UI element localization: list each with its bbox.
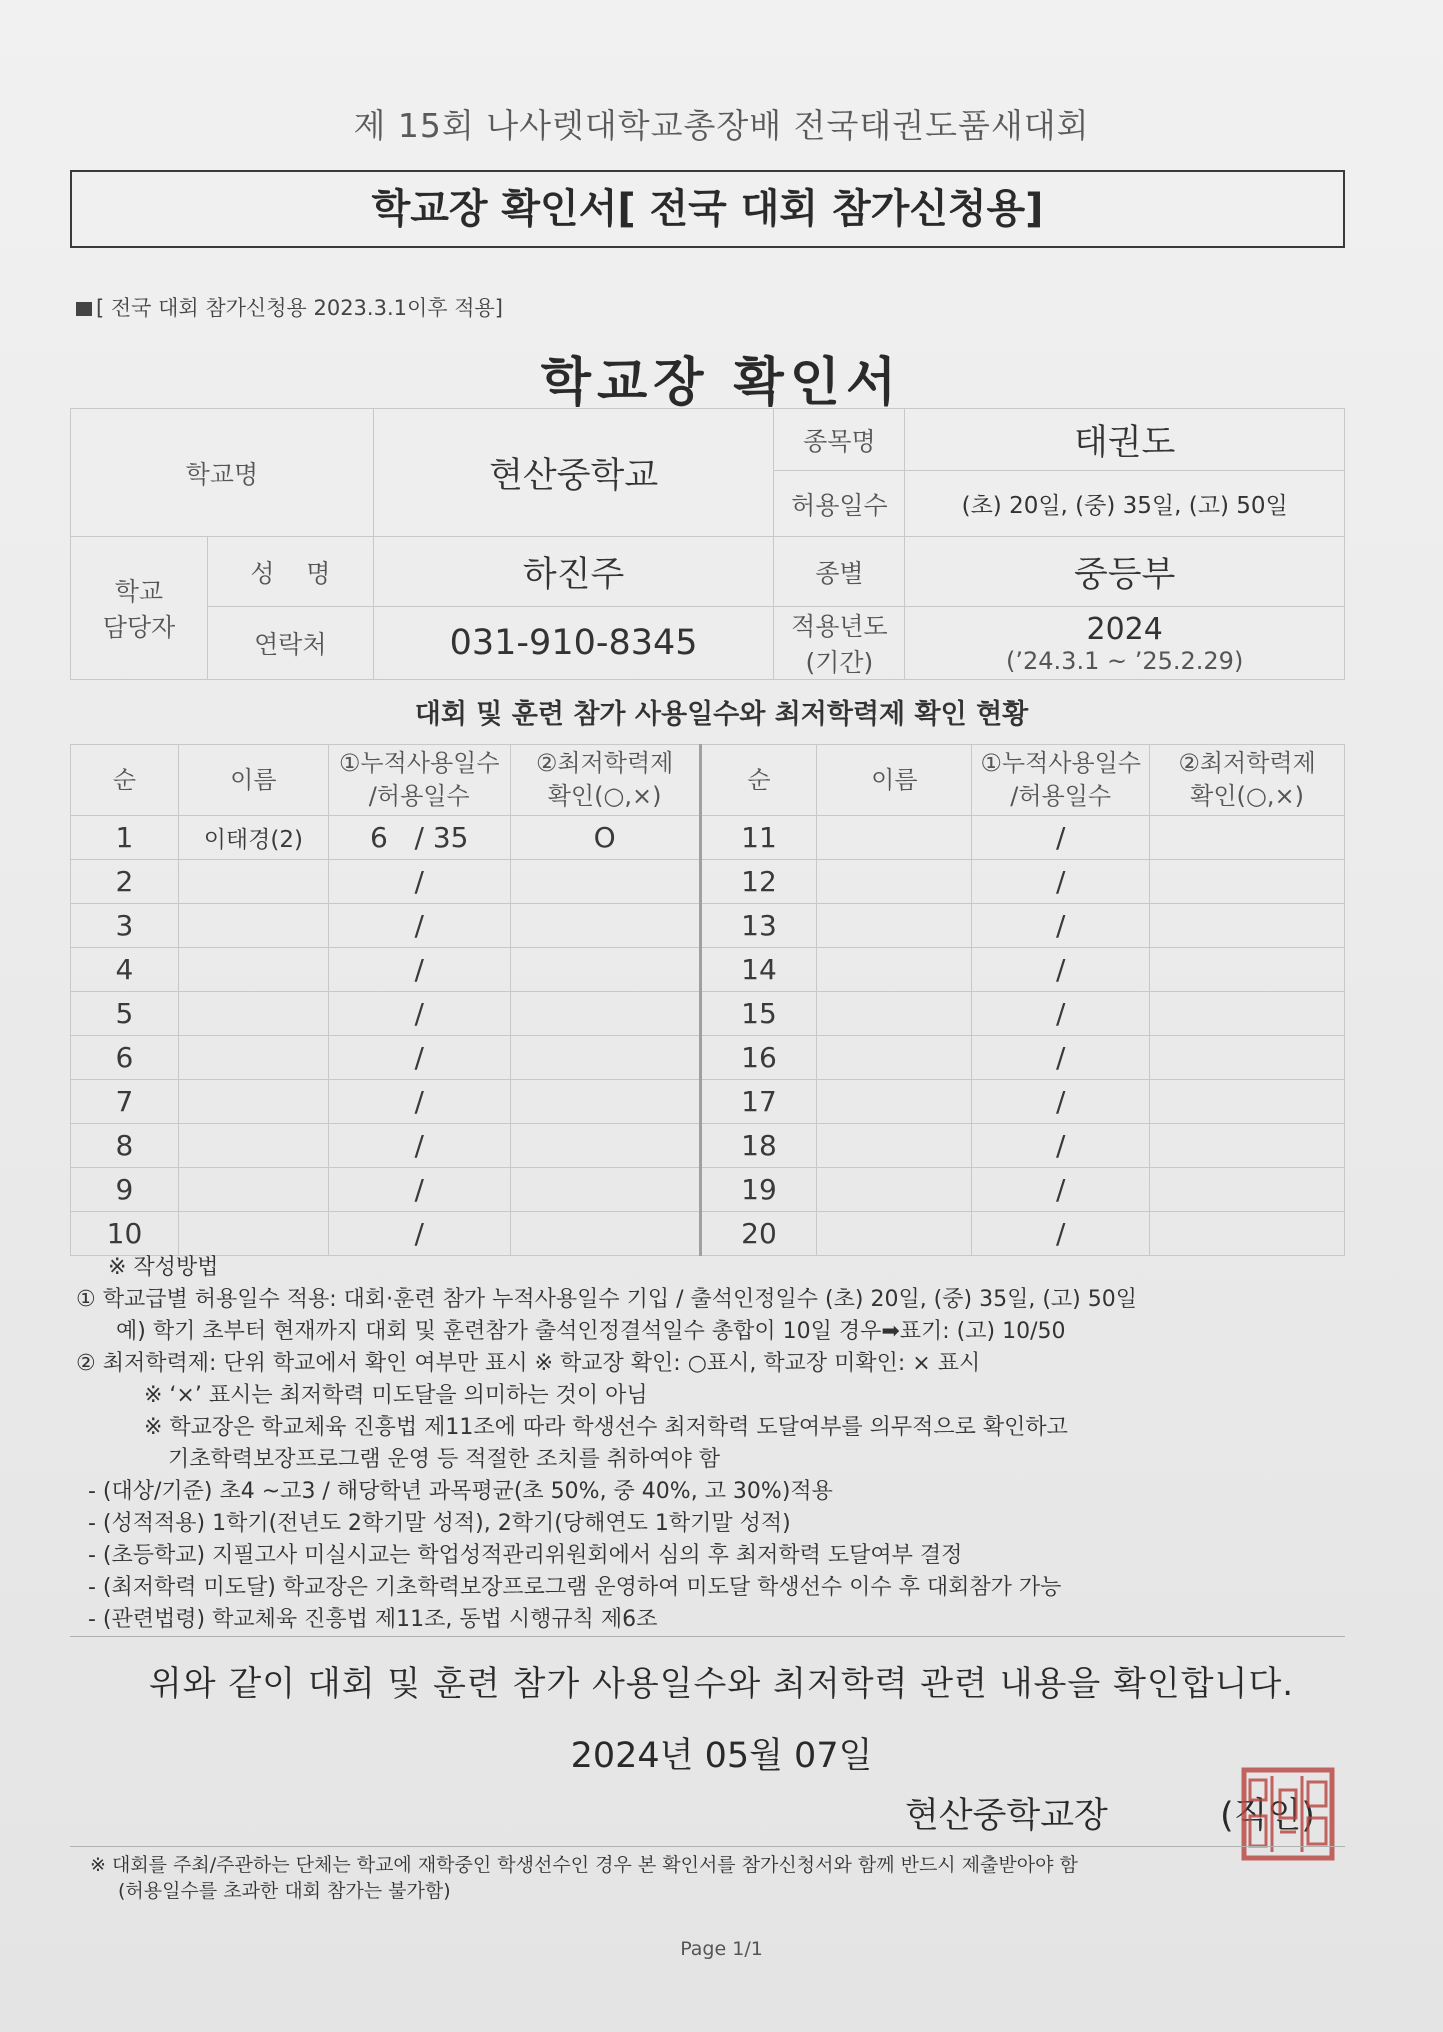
row-days: / — [328, 1212, 510, 1256]
allowed-days-value: (초) 20일, (중) 35일, (고) 50일 — [905, 471, 1345, 537]
header-no: 순 — [71, 745, 179, 816]
division-label: 종별 — [774, 537, 905, 607]
row-no: 9 — [71, 1168, 179, 1212]
row-no-right: 13 — [700, 904, 817, 948]
row-no-right: 18 — [700, 1124, 817, 1168]
row-min — [510, 948, 700, 992]
event-value: 태권도 — [905, 409, 1345, 471]
row-no-right: 16 — [700, 1036, 817, 1080]
name-value: 하진주 — [373, 537, 774, 607]
issue-date: 2024년 05월 07일 — [570, 1736, 873, 1776]
table-row — [71, 1168, 1345, 1212]
note-line: ① 학교급별 허용일수 적용: 대회·훈련 참가 누적사용일수 기입 / 출석인정일수 (초) 20일, (중) 35일, (고) 50일 — [76, 1287, 1137, 1312]
contact-person-label — [71, 537, 208, 680]
row-name-right — [817, 860, 972, 904]
row-min — [510, 860, 700, 904]
footer-divider — [70, 1846, 1345, 1847]
row-min — [510, 1036, 700, 1080]
header-min — [510, 745, 700, 816]
note-line: - (관련법령) 학교체육 진흥법 제11조, 동법 시행규칙 제6조 — [88, 1607, 658, 1632]
division-value: 중등부 — [905, 537, 1345, 607]
row-no: 2 — [71, 860, 179, 904]
row-days-right: / — [972, 1080, 1150, 1124]
row-days: / — [328, 1036, 510, 1080]
row-days: / — [328, 1124, 510, 1168]
row-name-right — [817, 948, 972, 992]
form-title-box: 학교장 확인서[ 전국 대회 참가신청용] — [70, 170, 1345, 248]
footer-line-1: ※ 대회를 주최/주관하는 단체는 학교에 재학중인 학생선수인 경우 본 확인서를 참가신청서와 함께 반드시 제출받아야 함 — [90, 1854, 1078, 1876]
row-min-right — [1150, 992, 1345, 1036]
row-min-right — [1150, 1212, 1345, 1256]
contact-label-line1: 학교 — [114, 577, 164, 606]
school-name: 현산중학교 — [373, 409, 774, 537]
row-days-right: / — [972, 816, 1150, 860]
row-name-right — [817, 1124, 972, 1168]
header-min-line1: ②최저학력제 — [535, 749, 674, 777]
year-label-line2: (기간) — [805, 648, 874, 677]
row-name — [178, 860, 328, 904]
note-line: - (대상/기준) 초4 ~고3 / 해당학년 과목평균(초 50%, 중 40%, 고 30%)적용 — [88, 1479, 833, 1504]
allowed-days-label: 허용일수 — [774, 471, 905, 537]
row-name — [178, 948, 328, 992]
row-days-right: / — [972, 904, 1150, 948]
row-no-right: 17 — [700, 1080, 817, 1124]
row-days: 6 / 35 — [328, 816, 510, 860]
note-line: ※ ‘×’ 표시는 최저학력 미도달을 의미하는 것이 아님 — [144, 1383, 648, 1408]
header-min-right-line2: 확인(○,×) — [1190, 782, 1304, 810]
row-name: 이태경(2) — [178, 816, 328, 860]
row-no: 8 — [71, 1124, 179, 1168]
table-row — [71, 992, 1345, 1036]
row-min: O — [510, 816, 700, 860]
row-name-right — [817, 816, 972, 860]
seal-glyph — [1250, 1780, 1266, 1800]
row-min-right — [1150, 1124, 1345, 1168]
table-row — [71, 1080, 1345, 1124]
row-name — [178, 1124, 328, 1168]
note-line: - (초등학교) 지필고사 미실시교는 학업성적관리위원회에서 심의 후 최저학력 도달여부 결정 — [88, 1543, 963, 1568]
row-name-right — [817, 1036, 972, 1080]
school-label: 학교명 — [71, 409, 374, 537]
row-name — [178, 992, 328, 1036]
note-line: ② 최저학력제: 단위 학교에서 확인 여부만 표시 ※ 학교장 확인: ○표시, 학교장 미확인: × 표시 — [76, 1351, 981, 1376]
seal-glyph — [1308, 1818, 1326, 1844]
year-label-line1: 적용년도 — [791, 612, 888, 641]
row-days-right: / — [972, 860, 1150, 904]
instructions — [76, 1252, 1366, 1636]
row-days-right: / — [972, 1212, 1150, 1256]
row-name-right — [817, 992, 972, 1036]
row-days-right: / — [972, 1036, 1150, 1080]
table-row — [71, 816, 1345, 860]
row-name-right — [817, 1080, 972, 1124]
row-days: / — [328, 904, 510, 948]
row-days-right: / — [972, 992, 1150, 1036]
row-min — [510, 1212, 700, 1256]
contact-label-line2: 담당자 — [102, 613, 176, 642]
seal-glyph — [1308, 1782, 1326, 1806]
section-title: 대회 및 훈련 참가 사용일수와 최저학력제 확인 현황 — [414, 699, 1029, 730]
confirmation-statement: 위와 같이 대회 및 훈련 참가 사용일수와 최저학력 관련 내용을 확인합니다. — [148, 1664, 1295, 1704]
table-header-row — [71, 745, 1345, 816]
principal-name: 현산중학교장 — [905, 1796, 1108, 1836]
seal-text: (직인) — [1220, 1796, 1315, 1836]
row-name — [178, 1212, 328, 1256]
footer-line-2: (허용일수를 초과한 대회 참가는 불가함) — [118, 1880, 451, 1902]
header-days-line1: ①누적사용일수 — [338, 749, 500, 777]
notes-heading: ※ 작성방법 — [108, 1255, 219, 1280]
applicability-note — [76, 292, 503, 322]
row-min-right — [1150, 1080, 1345, 1124]
row-no: 6 — [71, 1036, 179, 1080]
note-line: 예) 학기 초부터 현재까지 대회 및 훈련참가 출석인정결석일수 총합이 10일 경우➡표기: (고) 10/50 — [116, 1319, 1066, 1344]
header-min-right-line1: ②최저학력제 — [1178, 749, 1316, 777]
row-days: / — [328, 992, 510, 1036]
row-min — [510, 1080, 700, 1124]
header-name: 이름 — [178, 745, 328, 816]
footer-note — [90, 1852, 1078, 1904]
row-min — [510, 904, 700, 948]
year-label — [774, 607, 905, 680]
table-row — [71, 860, 1345, 904]
header-name-right: 이름 — [817, 745, 972, 816]
row-no-right: 20 — [700, 1212, 817, 1256]
row-min-right — [1150, 860, 1345, 904]
year-period: (’24.3.1 ~ ’25.2.29) — [1006, 646, 1244, 675]
row-name — [178, 1080, 328, 1124]
note-line: ※ 학교장은 학교체육 진흥법 제11조에 따라 학생선수 최저학력 도달여부를 의무적으로 확인하고 — [144, 1415, 1068, 1440]
row-name — [178, 1036, 328, 1080]
header-days-right-line1: ①누적사용일수 — [980, 749, 1141, 777]
phone-label: 연락처 — [207, 607, 373, 680]
row-name — [178, 1168, 328, 1212]
row-no-right: 12 — [700, 860, 817, 904]
header-min-line2: 확인(○,×) — [547, 782, 662, 810]
header-days-line2: /허용일수 — [368, 782, 470, 810]
row-name-right — [817, 904, 972, 948]
year-cell — [905, 607, 1345, 680]
name-label: 성 명 — [207, 537, 373, 607]
row-days-right: / — [972, 948, 1150, 992]
row-days-right: / — [972, 1124, 1150, 1168]
row-no: 10 — [71, 1212, 179, 1256]
usage-table — [70, 744, 1345, 1256]
info-table — [70, 408, 1345, 680]
row-no-right: 15 — [700, 992, 817, 1036]
year-value: 2024 — [1086, 611, 1163, 647]
table-row — [71, 1036, 1345, 1080]
row-no-right: 14 — [700, 948, 817, 992]
row-days-right: / — [972, 1168, 1150, 1212]
row-min — [510, 992, 700, 1036]
event-label: 종목명 — [774, 409, 905, 471]
row-name-right — [817, 1168, 972, 1212]
header-days — [328, 745, 510, 816]
row-no-right: 19 — [700, 1168, 817, 1212]
square-bullet-icon — [76, 302, 92, 316]
row-name-right — [817, 1212, 972, 1256]
phone-value: 031-910-8345 — [373, 607, 774, 680]
seal-glyph — [1250, 1816, 1266, 1846]
note-line: - (성적적용) 1학기(전년도 2학기말 성적), 2학기(당해연도 1학기말 성적) — [88, 1511, 791, 1536]
row-min-right — [1150, 1168, 1345, 1212]
row-min — [510, 1168, 700, 1212]
row-min-right — [1150, 816, 1345, 860]
divider — [70, 1636, 1345, 1637]
row-no: 7 — [71, 1080, 179, 1124]
page-number: Page 1/1 — [680, 1938, 763, 1960]
row-min-right — [1150, 948, 1345, 992]
row-no: 1 — [71, 816, 179, 860]
row-no: 5 — [71, 992, 179, 1036]
official-seal-icon — [1240, 1766, 1336, 1862]
note-line: 기초학력보장프로그램 운영 등 적절한 조치를 취하여야 함 — [168, 1447, 721, 1472]
row-days: / — [328, 860, 510, 904]
header-days-right-line2: /허용일수 — [1010, 782, 1112, 810]
header-no-right: 순 — [700, 745, 817, 816]
table-row — [71, 948, 1345, 992]
table-row — [71, 904, 1345, 948]
table-row — [71, 1212, 1345, 1256]
table-row — [71, 1124, 1345, 1168]
row-min-right — [1150, 904, 1345, 948]
header-min-right — [1150, 745, 1345, 816]
row-min-right — [1150, 1036, 1345, 1080]
row-days: / — [328, 1080, 510, 1124]
main-title: 학교장 확인서 — [540, 353, 903, 413]
row-days: / — [328, 948, 510, 992]
row-no-right: 11 — [700, 816, 817, 860]
row-no: 4 — [71, 948, 179, 992]
row-days: / — [328, 1168, 510, 1212]
note-line: - (최저학력 미도달) 학교장은 기초학력보장프로그램 운영하여 미도달 학생선수 이수 후 대회참가 가능 — [88, 1575, 1062, 1600]
applicability-text: [ 전국 대회 참가신청용 2023.3.1이후 적용] — [96, 296, 503, 320]
seal-glyph — [1280, 1790, 1296, 1818]
row-no: 3 — [71, 904, 179, 948]
event-title: 제 15회 나사렛대학교총장배 전국태권도품새대회 — [353, 106, 1090, 145]
row-min — [510, 1124, 700, 1168]
row-name — [178, 904, 328, 948]
header-days-right — [972, 745, 1150, 816]
